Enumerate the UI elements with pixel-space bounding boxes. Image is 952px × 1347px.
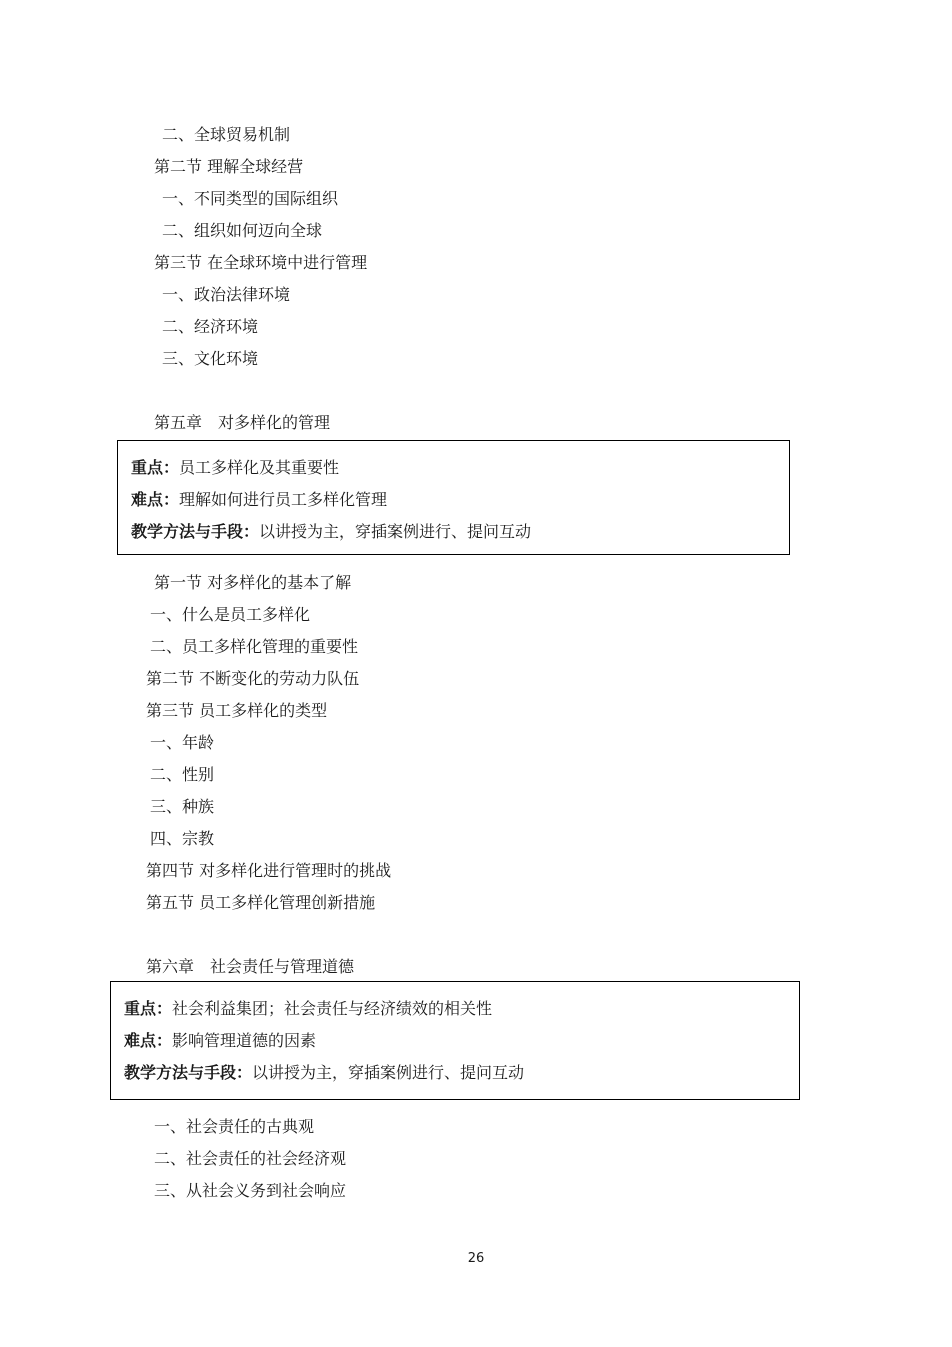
difficulty-text: 理解如何进行员工多样化管理 [179, 490, 388, 509]
difficulty-row [131, 490, 387, 510]
method-label: 教学方法与手段： [124, 1063, 253, 1082]
outline-line: 二、社会责任的社会经济观 [154, 1149, 347, 1168]
method-row [124, 1063, 524, 1083]
chapter-title: 第五章 对多样化的管理 [154, 413, 331, 432]
section-heading: 第二节 不断变化的劳动力队伍 [146, 669, 360, 688]
outline-line: 四、宗教 [150, 829, 215, 848]
outline-line: 二、员工多样化管理的重要性 [150, 637, 359, 656]
difficulty-text: 影响管理道德的因素 [172, 1031, 317, 1050]
difficulty-label: 难点： [124, 1031, 173, 1050]
outline-line: 一、社会责任的古典观 [154, 1117, 315, 1136]
outline-line: 三、从社会义务到社会响应 [154, 1181, 347, 1200]
method-text: 以讲授为主，穿插案例进行、提问互动 [259, 522, 532, 541]
outline-line: 一、年龄 [150, 733, 215, 752]
focus-row [124, 999, 492, 1019]
method-row [131, 522, 531, 542]
outline-line: 二、全球贸易机制 [162, 125, 291, 144]
chapter-title: 第六章 社会责任与管理道德 [146, 957, 355, 976]
section-heading: 第二节 理解全球经营 [154, 157, 304, 176]
outline-line: 三、种族 [150, 797, 215, 816]
focus-text: 员工多样化及其重要性 [179, 458, 340, 477]
focus-label: 重点： [131, 458, 180, 477]
method-label: 教学方法与手段： [131, 522, 260, 541]
difficulty-row [124, 1031, 316, 1051]
key-points-box [117, 440, 790, 555]
key-points-box [110, 981, 800, 1100]
section-heading: 第四节 对多样化进行管理时的挑战 [146, 861, 392, 880]
outline-line: 一、政治法律环境 [162, 285, 291, 304]
outline-line: 二、性别 [150, 765, 215, 784]
method-text: 以讲授为主，穿插案例进行、提问互动 [252, 1063, 525, 1082]
outline-line: 一、什么是员工多样化 [150, 605, 311, 624]
section-heading: 第五节 员工多样化管理创新措施 [146, 893, 376, 912]
section-heading: 第三节 在全球环境中进行管理 [154, 253, 368, 272]
outline-line: 二、经济环境 [162, 317, 259, 336]
outline-line: 三、文化环境 [162, 349, 259, 368]
section-heading: 第一节 对多样化的基本了解 [154, 573, 352, 592]
difficulty-label: 难点： [131, 490, 180, 509]
focus-text: 社会利益集团；社会责任与经济绩效的相关性 [172, 999, 493, 1018]
outline-line: 一、不同类型的国际组织 [162, 189, 339, 208]
section-heading: 第三节 员工多样化的类型 [146, 701, 328, 720]
focus-row [131, 458, 339, 478]
page-number: 26 [467, 1251, 485, 1266]
focus-label: 重点： [124, 999, 173, 1018]
outline-line: 二、组织如何迈向全球 [162, 221, 323, 240]
